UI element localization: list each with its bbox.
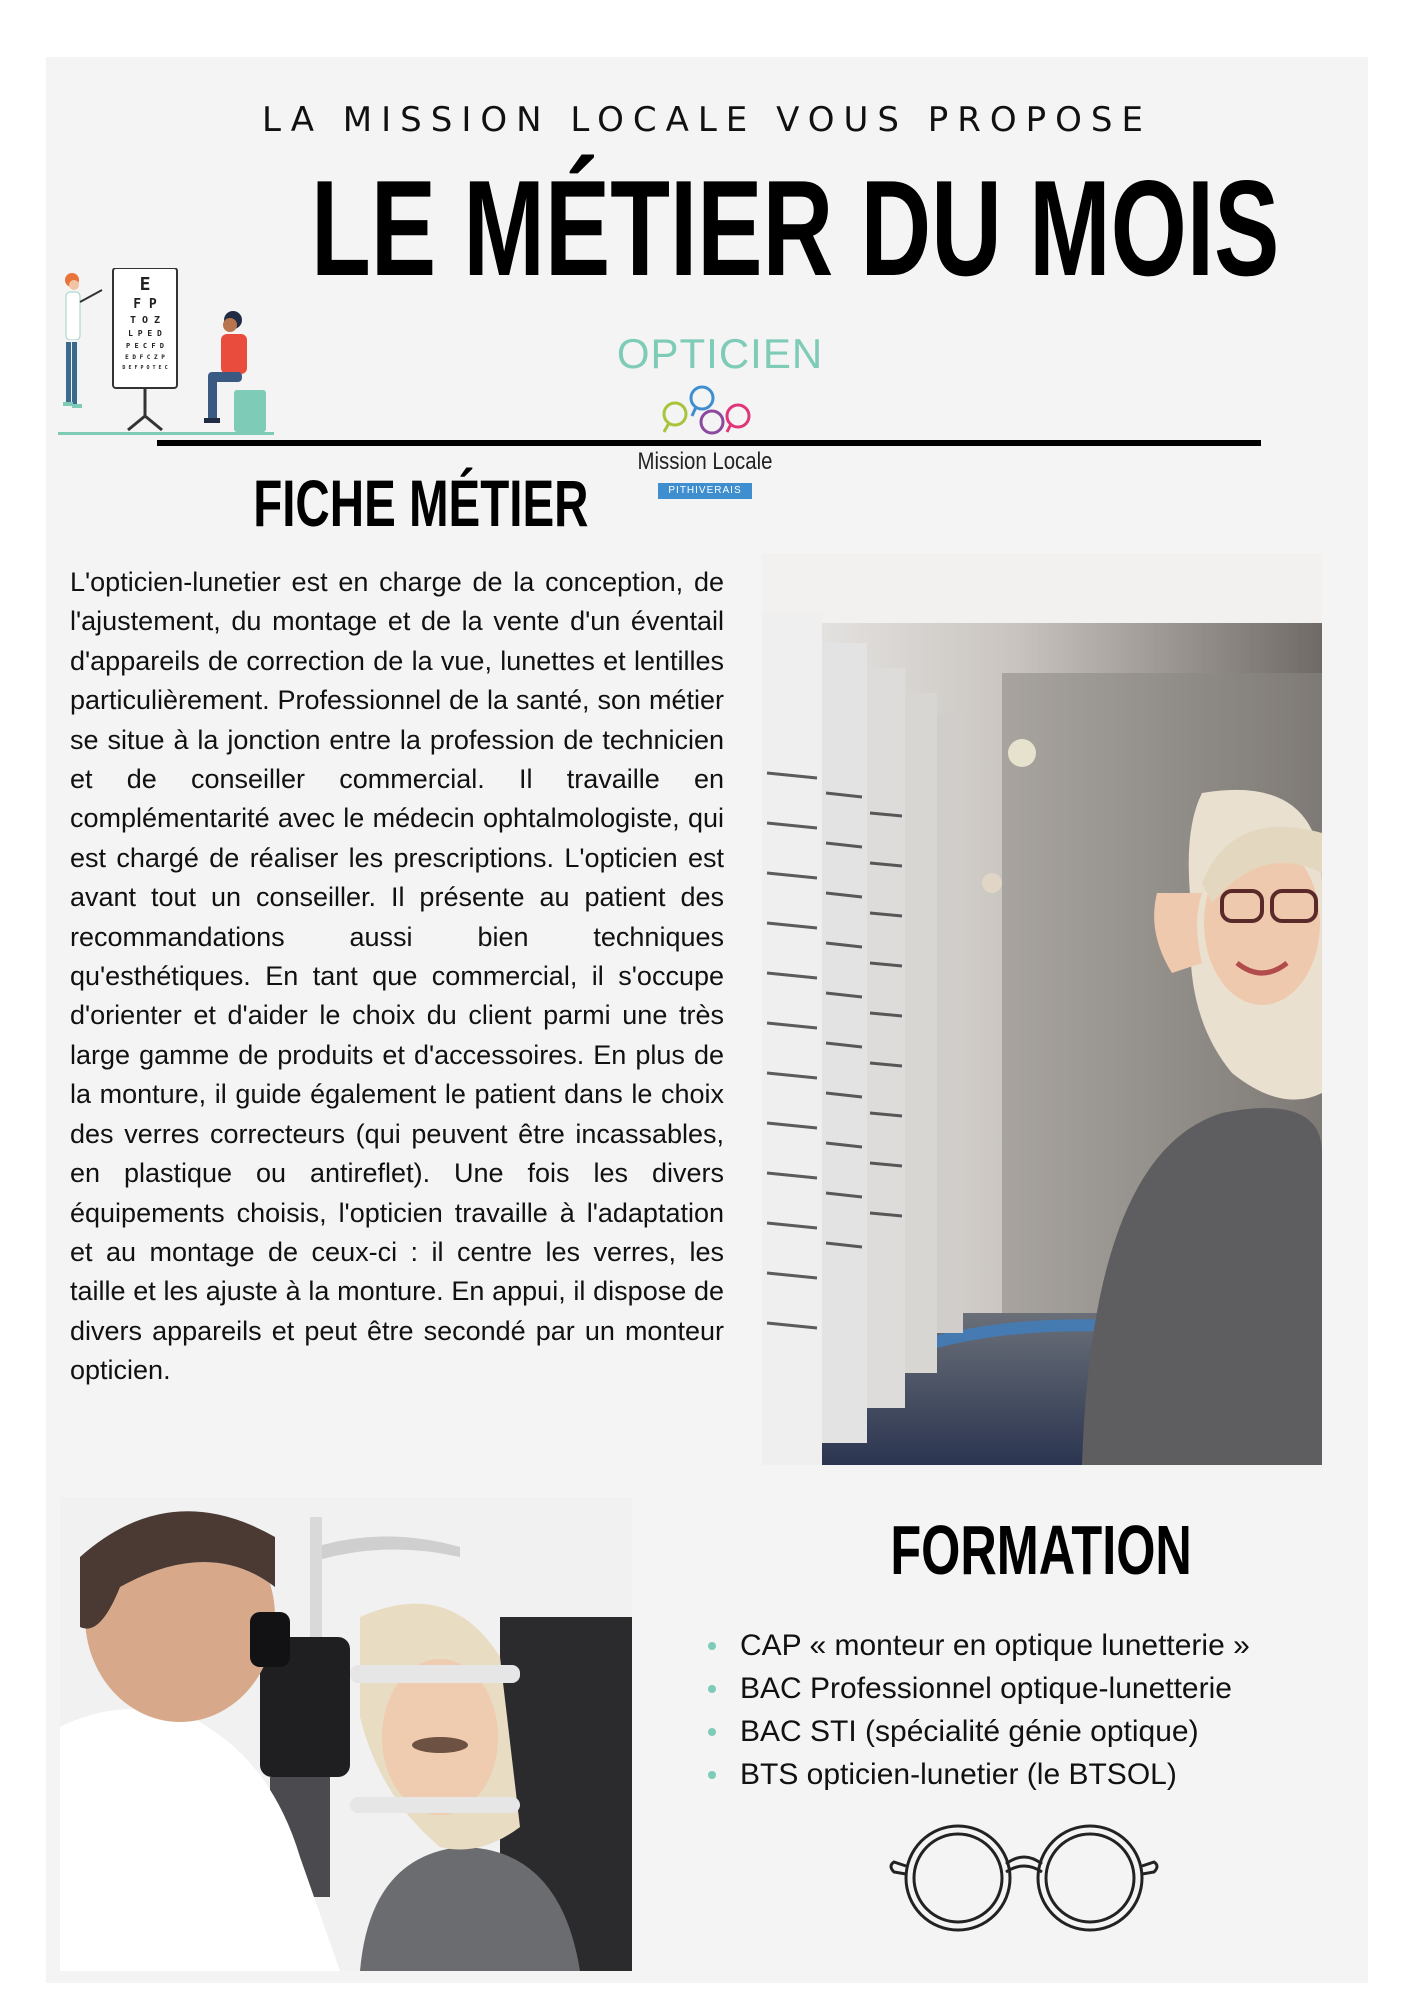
bullet-icon bbox=[708, 1771, 716, 1779]
glasses-icon bbox=[888, 1816, 1160, 1934]
formation-heading: FORMATION bbox=[890, 1511, 1192, 1589]
eye-exam-photo bbox=[60, 1497, 632, 1971]
formation-item bbox=[700, 1667, 1250, 1710]
fiche-description: L'opticien-lunetier est en charge de la conception, de l'ajustement, du montage et de la vente d'un éventail d'appareils de correction de la vue, lunettes et lentilles particulièrement. Professionnel de la santé, son métier se situe à la jonction entre la profession de technicien et de conseiller commercial. Il travaille en complémentarité avec le médecin ophtalmologiste, qui est chargé de réaliser les prescriptions. L'opticien est avant tout un conseiller. Il présente au patient des recommandations aussi bien techniques qu'esthétiques. En tant que commercial, il s'occupe d'orienter et d'aider le choix du client parmi une très large gamme de produits et d'accessoires. En plus de la monture, il guide également le patient dans le choix des verres correcteurs (qui peuvent être incassables, en plastique ou antireflet). Une fois les divers équipements choisis, l'opticien travaille à l'adaptation et au montage de ceux-ci : il centre les verres, les taille et les ajuste à la monture. En appui, il dispose de divers appareils et peut être secondé par un monteur opticien. bbox=[70, 567, 724, 1386]
eye-chart-row: E bbox=[139, 274, 151, 295]
bullet-icon bbox=[708, 1642, 716, 1650]
formation-item-label: BAC Professionnel optique-lunetterie bbox=[740, 1672, 1232, 1705]
formation-item bbox=[700, 1624, 1250, 1667]
eye-chart-row: D E F P O T E C bbox=[122, 365, 168, 371]
bullet-icon bbox=[708, 1685, 716, 1693]
formation-item-label: BTS opticien-lunetier (le BTSOL) bbox=[740, 1758, 1177, 1791]
bullet-icon bbox=[708, 1728, 716, 1736]
formation-list bbox=[700, 1624, 1250, 1796]
header-divider bbox=[157, 440, 1261, 446]
eye-chart-row: F P bbox=[133, 297, 157, 312]
eye-chart-row: P E C F D bbox=[126, 342, 164, 350]
formation-item-label: BAC STI (spécialité génie optique) bbox=[740, 1715, 1199, 1748]
eye-chart-row: L P E D bbox=[128, 329, 162, 338]
fiche-heading: FICHE MÉTIER bbox=[253, 466, 589, 540]
formation-item bbox=[700, 1710, 1250, 1753]
formation-item bbox=[700, 1753, 1250, 1796]
page-title: LE MÉTIER DU MOIS bbox=[310, 152, 1280, 304]
logo-text: Mission Locale bbox=[637, 448, 773, 475]
eye-chart-row: T O Z bbox=[129, 315, 161, 326]
eye-chart-row: E D F C Z P bbox=[125, 354, 165, 361]
logo-badge: PITHIVERAIS bbox=[658, 483, 752, 499]
tagline: LA MISSION LOCALE VOUS PROPOSE bbox=[262, 100, 1152, 140]
eye-exam-illustration bbox=[58, 268, 274, 440]
job-title: OPTICIEN bbox=[616, 330, 824, 377]
woman-trying-glasses-photo bbox=[762, 553, 1322, 1465]
formation-item-label: CAP « monteur en optique lunetterie » bbox=[740, 1629, 1250, 1662]
